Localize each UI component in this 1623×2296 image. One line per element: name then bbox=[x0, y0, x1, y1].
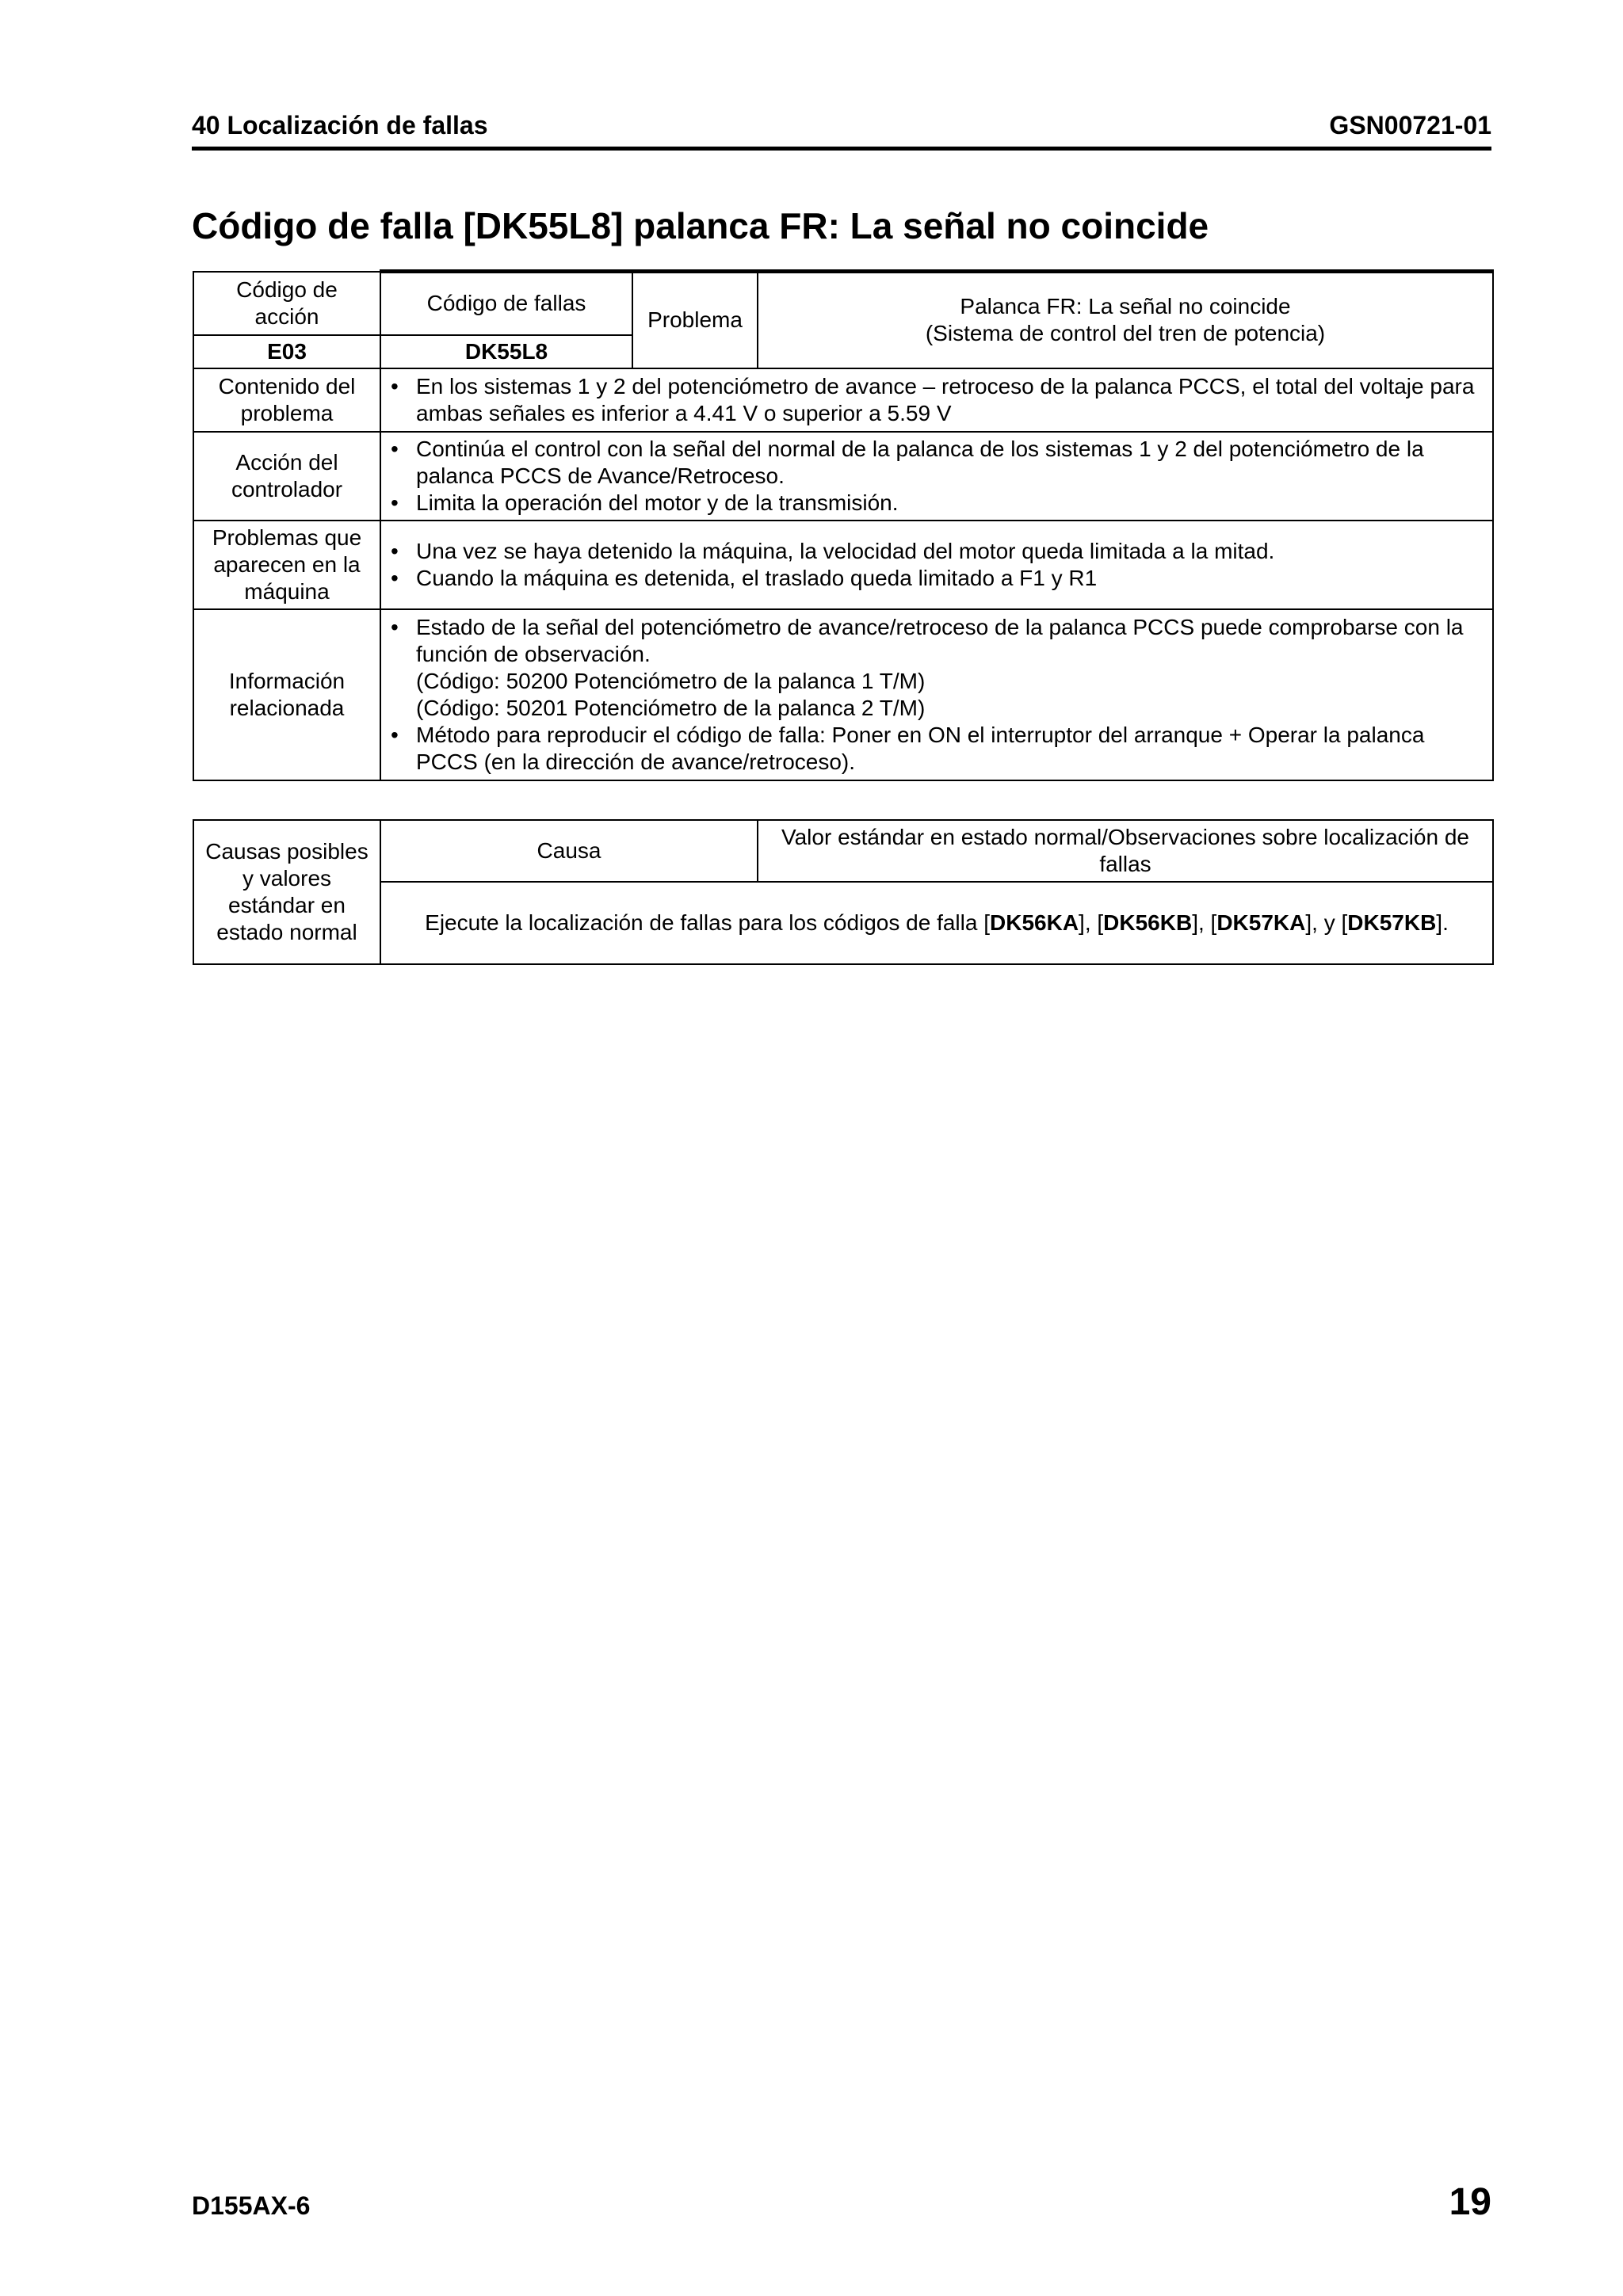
list-item: • Continúa el control con la señal del normal de la palanca de los sistemas 1 y 2 del potenciómetro de la palanca PCCS de Avance/Retroceso. bbox=[391, 436, 1424, 488]
problem-line-2: (Sistema de control del tren de potencia) bbox=[925, 321, 1326, 346]
page-number: 19 bbox=[1449, 2181, 1491, 2223]
row-related-cell bbox=[380, 609, 1493, 780]
page-title: Código de falla [DK55L8] palanca FR: La señal no coincide bbox=[192, 205, 1209, 246]
cause-header: Causa bbox=[380, 820, 758, 882]
monitor-code-1: (Código: 50200 Potenciómetro de la palanca 1 T/M) bbox=[416, 668, 926, 693]
document-code: GSN00721-01 bbox=[1329, 111, 1491, 139]
row-label-machine: Problemas que aparecen en la máquina bbox=[193, 521, 380, 609]
standard-value-header: Valor estándar en estado normal/Observaciones sobre localización de fallas bbox=[758, 820, 1493, 882]
row-machine-cell bbox=[380, 521, 1493, 609]
model-label: D155AX-6 bbox=[192, 2191, 311, 2220]
causes-label: Causas posibles y valores estándar en estado normal bbox=[193, 820, 380, 964]
action-code-header: Código de acción bbox=[193, 272, 380, 335]
causes-body: Ejecute la localización de fallas para los códigos de falla [DK56KA], [DK56KB], [DK57KA], y [DK57KB]. bbox=[380, 882, 1493, 964]
list-item: • En los sistemas 1 y 2 del potenciómetro de avance – retroceso de la palanca PCCS, el total del voltaje para ambas señales es inferior a 4.41 V o superior a 5.59 V bbox=[391, 373, 1475, 425]
monitor-code-2: (Código: 50201 Potenciómetro de la palanca 2 T/M) bbox=[416, 695, 926, 720]
row-label-controller: Acción del controlador bbox=[193, 432, 380, 521]
problem-header: Problema bbox=[632, 272, 758, 368]
fault-code-ref: DK56KA bbox=[990, 910, 1079, 935]
row-label-content: Contenido del problema bbox=[193, 368, 380, 432]
row-label-related: Información relacionada bbox=[193, 609, 380, 780]
fault-info-table bbox=[193, 269, 1494, 781]
problem-line-1: Palanca FR: La señal no coincide bbox=[960, 294, 1291, 319]
table-row bbox=[193, 368, 1493, 432]
page-header bbox=[192, 109, 1491, 151]
list-item: • Cuando la máquina es detenida, el traslado queda limitado a F1 y R1 bbox=[391, 565, 1098, 590]
table-row bbox=[193, 521, 1493, 609]
fault-code-ref: DK57KB bbox=[1347, 910, 1437, 935]
fault-code-ref: DK57KA bbox=[1216, 910, 1306, 935]
section-title: 40 Localización de fallas bbox=[192, 111, 488, 139]
list-item: • Limita la operación del motor y de la transmisión. bbox=[391, 490, 899, 515]
fault-code-value: DK55L8 bbox=[380, 335, 632, 368]
action-code-value: E03 bbox=[193, 335, 380, 368]
list-item: • Estado de la señal del potenciómetro de avance/retroceso de la palanca PCCS puede comprobarse con la función de observación. bbox=[391, 614, 1464, 666]
list-item: • Una vez se haya detenido la máquina, la velocidad del motor queda limitada a la mitad. bbox=[391, 538, 1275, 563]
row-controller-cell bbox=[380, 432, 1493, 521]
row-content-cell bbox=[380, 368, 1493, 432]
problem-description bbox=[758, 272, 1493, 368]
list-item: • Método para reproducir el código de falla: Poner en ON el interruptor del arranque + Operar la palanca PCCS (en la dirección de avance/retroceso). bbox=[391, 722, 1425, 774]
fault-code-header: Código de fallas bbox=[380, 272, 632, 335]
table-row bbox=[193, 432, 1493, 521]
causes-table bbox=[193, 819, 1494, 965]
table-row bbox=[193, 609, 1493, 780]
fault-code-ref: DK56KB bbox=[1103, 910, 1193, 935]
